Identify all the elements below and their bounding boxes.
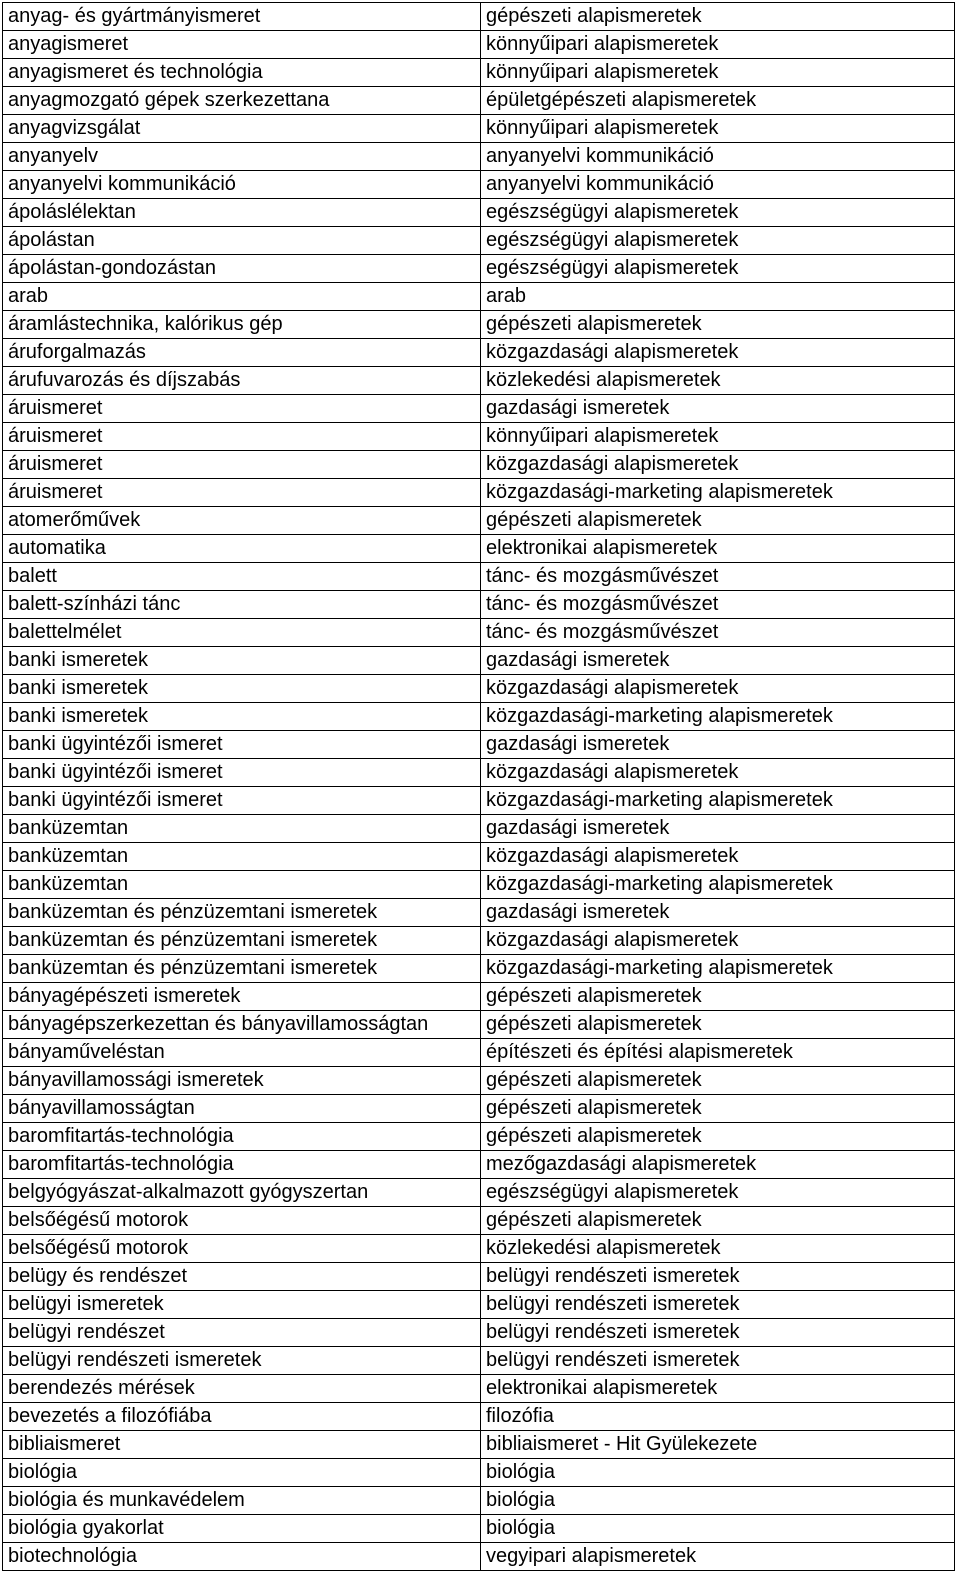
- table-row: [3, 591, 955, 619]
- table-row: [3, 1515, 955, 1543]
- exam-subject-cell: könnyűipari alapismeretek: [481, 31, 955, 59]
- table-row: [3, 255, 955, 283]
- subject-name-cell: banki ismeretek: [3, 675, 481, 703]
- subject-name-cell: banküzemtan és pénzüzemtani ismeretek: [3, 899, 481, 927]
- subject-name-cell: baromfitartás-technológia: [3, 1151, 481, 1179]
- subject-name-cell: bányagépészeti ismeretek: [3, 983, 481, 1011]
- table-row: [3, 703, 955, 731]
- exam-subject-cell: bibliaismeret - Hit Gyülekezete: [481, 1431, 955, 1459]
- table-row: [3, 3, 955, 31]
- subject-name-cell: áruismeret: [3, 395, 481, 423]
- subject-name-cell: anyagismeret és technológia: [3, 59, 481, 87]
- subject-name-cell: áruforgalmazás: [3, 339, 481, 367]
- subject-name-cell: banki ügyintézői ismeret: [3, 731, 481, 759]
- exam-subject-cell: vegyipari alapismeretek: [481, 1543, 955, 1571]
- exam-subject-cell: közgazdasági-marketing alapismeretek: [481, 871, 955, 899]
- table-row: [3, 227, 955, 255]
- exam-subject-cell: biológia: [481, 1459, 955, 1487]
- table-row: [3, 1459, 955, 1487]
- table-row: [3, 1123, 955, 1151]
- table-row: [3, 1543, 955, 1571]
- table-row: [3, 871, 955, 899]
- subject-name-cell: belügyi rendészeti ismeretek: [3, 1347, 481, 1375]
- exam-subject-cell: gépészeti alapismeretek: [481, 1207, 955, 1235]
- table-row: [3, 1151, 955, 1179]
- table-row: [3, 339, 955, 367]
- subject-name-cell: ápolástan-gondozástan: [3, 255, 481, 283]
- exam-subject-cell: gazdasági ismeretek: [481, 647, 955, 675]
- table-row: [3, 1347, 955, 1375]
- exam-subject-cell: közgazdasági alapismeretek: [481, 843, 955, 871]
- exam-subject-cell: közlekedési alapismeretek: [481, 1235, 955, 1263]
- table-row: [3, 535, 955, 563]
- table-row: [3, 59, 955, 87]
- subject-name-cell: bibliaismeret: [3, 1431, 481, 1459]
- table-row: [3, 647, 955, 675]
- exam-subject-cell: elektronikai alapismeretek: [481, 535, 955, 563]
- subject-name-cell: anyagismeret: [3, 31, 481, 59]
- exam-subject-cell: tánc- és mozgásművészet: [481, 563, 955, 591]
- table-row: [3, 955, 955, 983]
- table-row: [3, 31, 955, 59]
- subject-name-cell: anyagvizsgálat: [3, 115, 481, 143]
- table-row: [3, 843, 955, 871]
- exam-subject-cell: gépészeti alapismeretek: [481, 507, 955, 535]
- subject-name-cell: bányagépszerkezettan és bányavillamosságtan: [3, 1011, 481, 1039]
- exam-subject-cell: közgazdasági alapismeretek: [481, 451, 955, 479]
- table-row: [3, 1319, 955, 1347]
- table-row: [3, 1095, 955, 1123]
- subject-name-cell: banki ügyintézői ismeret: [3, 787, 481, 815]
- table-row: [3, 927, 955, 955]
- subject-name-cell: biológia és munkavédelem: [3, 1487, 481, 1515]
- exam-subject-cell: könnyűipari alapismeretek: [481, 59, 955, 87]
- subject-name-cell: automatika: [3, 535, 481, 563]
- subject-table: [2, 2, 955, 1571]
- table-row: [3, 1291, 955, 1319]
- exam-subject-cell: belügyi rendészeti ismeretek: [481, 1291, 955, 1319]
- subject-name-cell: belsőégésű motorok: [3, 1235, 481, 1263]
- subject-name-cell: belügyi rendészet: [3, 1319, 481, 1347]
- subject-name-cell: biológia: [3, 1459, 481, 1487]
- table-row: [3, 1263, 955, 1291]
- subject-name-cell: banküzemtan: [3, 815, 481, 843]
- table-row: [3, 171, 955, 199]
- subject-name-cell: balett-színházi tánc: [3, 591, 481, 619]
- exam-subject-cell: gépészeti alapismeretek: [481, 1123, 955, 1151]
- table-row: [3, 1403, 955, 1431]
- exam-subject-cell: könnyűipari alapismeretek: [481, 115, 955, 143]
- exam-subject-cell: gépészeti alapismeretek: [481, 3, 955, 31]
- table-row: [3, 87, 955, 115]
- subject-name-cell: berendezés mérések: [3, 1375, 481, 1403]
- table-row: [3, 451, 955, 479]
- table-row: [3, 1487, 955, 1515]
- subject-name-cell: áramlástechnika, kalórikus gép: [3, 311, 481, 339]
- subject-name-cell: anyag- és gyártmányismeret: [3, 3, 481, 31]
- subject-name-cell: banküzemtan: [3, 843, 481, 871]
- subject-name-cell: balettelmélet: [3, 619, 481, 647]
- subject-name-cell: bányavillamosságtan: [3, 1095, 481, 1123]
- page-bottom-edge: [0, 1590, 960, 1594]
- subject-name-cell: anyanyelv: [3, 143, 481, 171]
- table-row: [3, 983, 955, 1011]
- subject-name-cell: belsőégésű motorok: [3, 1207, 481, 1235]
- subject-name-cell: anyanyelvi kommunikáció: [3, 171, 481, 199]
- exam-subject-cell: anyanyelvi kommunikáció: [481, 143, 955, 171]
- exam-subject-cell: közgazdasági-marketing alapismeretek: [481, 955, 955, 983]
- exam-subject-cell: közgazdasági-marketing alapismeretek: [481, 703, 955, 731]
- exam-subject-cell: közgazdasági-marketing alapismeretek: [481, 787, 955, 815]
- exam-subject-cell: gépészeti alapismeretek: [481, 1095, 955, 1123]
- subject-name-cell: banki ismeretek: [3, 647, 481, 675]
- exam-subject-cell: egészségügyi alapismeretek: [481, 255, 955, 283]
- exam-subject-cell: biológia: [481, 1515, 955, 1543]
- table-row: [3, 1039, 955, 1067]
- table-row: [3, 675, 955, 703]
- exam-subject-cell: belügyi rendészeti ismeretek: [481, 1347, 955, 1375]
- subject-name-cell: arab: [3, 283, 481, 311]
- subject-name-cell: árufuvarozás és díjszabás: [3, 367, 481, 395]
- exam-subject-cell: anyanyelvi kommunikáció: [481, 171, 955, 199]
- exam-subject-cell: egészségügyi alapismeretek: [481, 1179, 955, 1207]
- subject-name-cell: atomerőművek: [3, 507, 481, 535]
- table-row: [3, 199, 955, 227]
- table-row: [3, 1179, 955, 1207]
- exam-subject-cell: közgazdasági-marketing alapismeretek: [481, 479, 955, 507]
- exam-subject-cell: gazdasági ismeretek: [481, 815, 955, 843]
- exam-subject-cell: közgazdasági alapismeretek: [481, 927, 955, 955]
- exam-subject-cell: biológia: [481, 1487, 955, 1515]
- subject-name-cell: belgyógyászat-alkalmazott gyógyszertan: [3, 1179, 481, 1207]
- exam-subject-cell: gazdasági ismeretek: [481, 899, 955, 927]
- table-row: [3, 619, 955, 647]
- table-row: [3, 787, 955, 815]
- exam-subject-cell: közgazdasági alapismeretek: [481, 675, 955, 703]
- exam-subject-cell: épületgépészeti alapismeretek: [481, 87, 955, 115]
- subject-name-cell: balett: [3, 563, 481, 591]
- subject-name-cell: belügy és rendészet: [3, 1263, 481, 1291]
- exam-subject-cell: belügyi rendészeti ismeretek: [481, 1319, 955, 1347]
- exam-subject-cell: belügyi rendészeti ismeretek: [481, 1263, 955, 1291]
- table-row: [3, 1431, 955, 1459]
- table-row: [3, 507, 955, 535]
- table-row: [3, 759, 955, 787]
- table-row: [3, 423, 955, 451]
- subject-name-cell: áruismeret: [3, 479, 481, 507]
- exam-subject-cell: gépészeti alapismeretek: [481, 983, 955, 1011]
- table-row: [3, 479, 955, 507]
- table-row: [3, 899, 955, 927]
- subject-name-cell: baromfitartás-technológia: [3, 1123, 481, 1151]
- subject-name-cell: biotechnológia: [3, 1543, 481, 1571]
- subject-name-cell: belügyi ismeretek: [3, 1291, 481, 1319]
- exam-subject-cell: egészségügyi alapismeretek: [481, 227, 955, 255]
- exam-subject-cell: egészségügyi alapismeretek: [481, 199, 955, 227]
- subject-name-cell: banküzemtan: [3, 871, 481, 899]
- table-row: [3, 1235, 955, 1263]
- exam-subject-cell: gépészeti alapismeretek: [481, 311, 955, 339]
- exam-subject-cell: gépészeti alapismeretek: [481, 1067, 955, 1095]
- subject-name-cell: áruismeret: [3, 451, 481, 479]
- table-row: [3, 1375, 955, 1403]
- exam-subject-cell: közgazdasági alapismeretek: [481, 759, 955, 787]
- table-row: [3, 563, 955, 591]
- table-row: [3, 143, 955, 171]
- table-row: [3, 1207, 955, 1235]
- subject-name-cell: banküzemtan és pénzüzemtani ismeretek: [3, 927, 481, 955]
- subject-name-cell: bányavillamossági ismeretek: [3, 1067, 481, 1095]
- exam-subject-cell: elektronikai alapismeretek: [481, 1375, 955, 1403]
- exam-subject-cell: közgazdasági alapismeretek: [481, 339, 955, 367]
- exam-subject-cell: mezőgazdasági alapismeretek: [481, 1151, 955, 1179]
- table-row: [3, 1067, 955, 1095]
- table-row: [3, 731, 955, 759]
- subject-name-cell: ápolástan: [3, 227, 481, 255]
- exam-subject-cell: könnyűipari alapismeretek: [481, 423, 955, 451]
- table-row: [3, 283, 955, 311]
- subject-name-cell: bányaműveléstan: [3, 1039, 481, 1067]
- subject-name-cell: banki ismeretek: [3, 703, 481, 731]
- table-body: [3, 3, 955, 1571]
- table-row: [3, 311, 955, 339]
- subject-name-cell: áruismeret: [3, 423, 481, 451]
- subject-name-cell: banküzemtan és pénzüzemtani ismeretek: [3, 955, 481, 983]
- subject-name-cell: anyagmozgató gépek szerkezettana: [3, 87, 481, 115]
- subject-name-cell: bevezetés a filozófiába: [3, 1403, 481, 1431]
- exam-subject-cell: tánc- és mozgásművészet: [481, 619, 955, 647]
- exam-subject-cell: gazdasági ismeretek: [481, 731, 955, 759]
- table-row: [3, 1011, 955, 1039]
- exam-subject-cell: tánc- és mozgásművészet: [481, 591, 955, 619]
- table-row: [3, 395, 955, 423]
- exam-subject-cell: építészeti és építési alapismeretek: [481, 1039, 955, 1067]
- exam-subject-cell: arab: [481, 283, 955, 311]
- table-row: [3, 815, 955, 843]
- table-row: [3, 367, 955, 395]
- exam-subject-cell: gépészeti alapismeretek: [481, 1011, 955, 1039]
- exam-subject-cell: közlekedési alapismeretek: [481, 367, 955, 395]
- exam-subject-cell: gazdasági ismeretek: [481, 395, 955, 423]
- subject-name-cell: ápoláslélektan: [3, 199, 481, 227]
- table-row: [3, 115, 955, 143]
- subject-name-cell: biológia gyakorlat: [3, 1515, 481, 1543]
- subject-name-cell: banki ügyintézői ismeret: [3, 759, 481, 787]
- exam-subject-cell: filozófia: [481, 1403, 955, 1431]
